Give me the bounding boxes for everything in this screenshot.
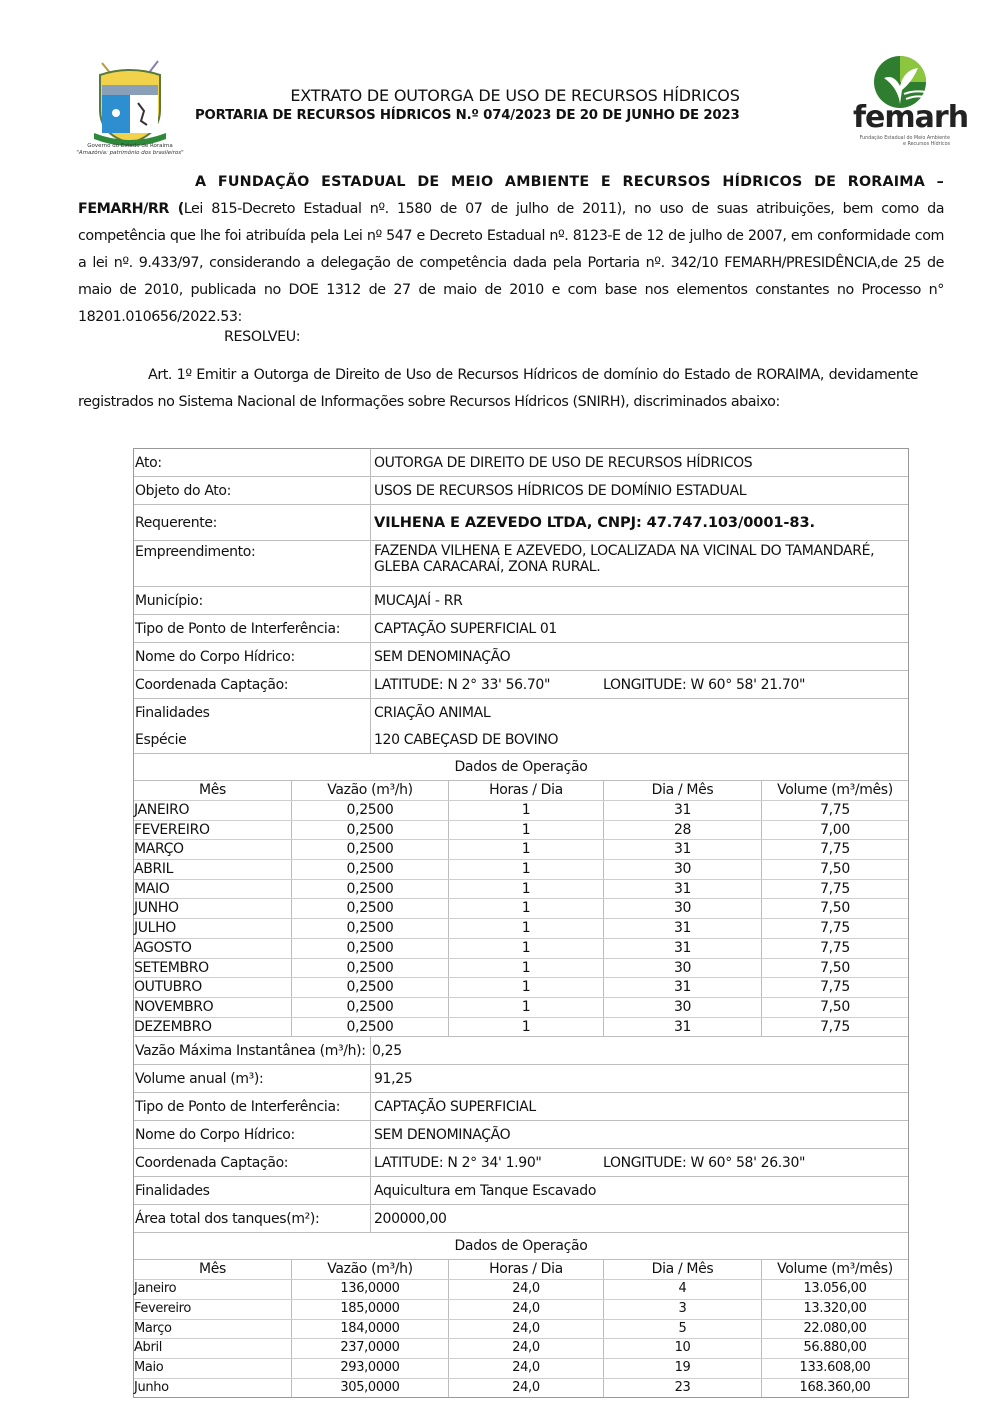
ops-cell: 30 bbox=[604, 959, 762, 978]
ops-cell: 24,0 bbox=[449, 1300, 604, 1319]
table-row bbox=[134, 1092, 908, 1120]
ops-row bbox=[134, 1378, 908, 1398]
ops-cell: Abril bbox=[134, 1339, 292, 1358]
femarh-logo bbox=[850, 52, 969, 148]
table-row bbox=[134, 540, 908, 586]
ops-cell: 31 bbox=[604, 919, 762, 938]
ops-cell: 1 bbox=[449, 978, 604, 997]
ops-cell: 31 bbox=[604, 880, 762, 899]
ops-cell: 0,2500 bbox=[292, 899, 449, 918]
ops-cell: 1 bbox=[449, 880, 604, 899]
ops-body-2 bbox=[134, 1279, 908, 1397]
ops-cell: 24,0 bbox=[449, 1280, 604, 1299]
ops-cell: 7,75 bbox=[820, 1018, 850, 1035]
ops-cell: 1 bbox=[449, 939, 604, 958]
longitude: LONGITUDE: W 60° 58' 26.30" bbox=[603, 1154, 806, 1171]
row-label: Tipo de Ponto de Interferência: bbox=[134, 1093, 371, 1120]
ops-cell: 7,50 bbox=[820, 959, 850, 976]
ops-cell: Junho bbox=[134, 1379, 292, 1398]
row-value: CAPTAÇÃO SUPERFICIAL 01 bbox=[374, 620, 557, 637]
ops-cell: 1 bbox=[449, 998, 604, 1017]
latitude: LATITUDE: N 2° 34' 1.90" bbox=[374, 1154, 542, 1171]
col-header: Volume (m³/mês) bbox=[777, 782, 893, 798]
article-1-text: Art. 1º Emitir a Outorga de Direito de Uso de Recursos Hídricos de domínio do Estado de RORAIMA, devidamente registrados no Sistema Nacional de Informações sobre Recursos Hídricos (SNIRH), discriminados abaixo: bbox=[78, 367, 918, 410]
table-row bbox=[134, 1148, 908, 1176]
table-row bbox=[134, 1036, 908, 1064]
ops-cell: 3 bbox=[604, 1300, 762, 1319]
ops-cell: 136,0000 bbox=[292, 1280, 449, 1299]
document-subtitle: PORTARIA DE RECURSOS HÍDRICOS N.º 074/2023 DE 20 DE JUNHO DE 2023 bbox=[195, 108, 740, 123]
row-label: Espécie bbox=[134, 726, 371, 753]
ops-cell: 0,2500 bbox=[292, 880, 449, 899]
ops-header-1 bbox=[134, 780, 908, 800]
col-header: Horas / Dia bbox=[449, 781, 604, 800]
table-row bbox=[134, 1064, 908, 1092]
ops-cell: MAIO bbox=[134, 880, 292, 899]
col-header: Vazão (m³/h) bbox=[292, 781, 449, 800]
ops-row bbox=[134, 1017, 908, 1037]
ops-title-2: Dados de Operação bbox=[134, 1232, 908, 1259]
table-row bbox=[134, 1176, 908, 1204]
coordinates-value bbox=[371, 1149, 908, 1176]
row-value: FAZENDA VILHENA E AZEVEDO, LOCALIZADA NA VICINAL DO TAMANDARÉ, GLEBA CARACARAÍ, ZONA RURAL. bbox=[374, 543, 875, 575]
ops-cell: 168.360,00 bbox=[799, 1379, 871, 1395]
ops-cell: 1 bbox=[449, 959, 604, 978]
ops-cell: 1 bbox=[449, 919, 604, 938]
row-label: Empreendimento: bbox=[134, 541, 371, 586]
ops-cell: 5 bbox=[604, 1320, 762, 1339]
ops-cell: 0,2500 bbox=[292, 801, 449, 820]
row-value: CAPTAÇÃO SUPERFICIAL bbox=[374, 1098, 536, 1115]
ops-cell: 13.056,00 bbox=[803, 1281, 867, 1297]
ops-cell: 133.608,00 bbox=[799, 1360, 871, 1375]
ops-row bbox=[134, 820, 908, 840]
ops-row bbox=[134, 938, 908, 958]
col-header: Horas / Dia bbox=[449, 1260, 604, 1279]
ops-row bbox=[134, 977, 908, 997]
col-header: Mês bbox=[134, 781, 292, 800]
ops-cell: 30 bbox=[604, 899, 762, 918]
table-row bbox=[134, 1120, 908, 1148]
ops-body-1 bbox=[134, 800, 908, 1036]
row-value: SEM DENOMINAÇÃO bbox=[374, 1126, 511, 1143]
col-header: Volume (m³/mês) bbox=[777, 1261, 893, 1278]
row-value: SEM DENOMINAÇÃO bbox=[374, 648, 511, 665]
ops-row bbox=[134, 859, 908, 879]
ops-cell: 13.320,00 bbox=[803, 1300, 867, 1316]
outorga-table bbox=[133, 448, 909, 1398]
ops-cell: Março bbox=[134, 1320, 292, 1339]
femarh-wordmark: femarh bbox=[853, 100, 969, 135]
ops-cell: 31 bbox=[604, 939, 762, 958]
ops-cell: 19 bbox=[604, 1359, 762, 1378]
row-label: Volume anual (m³): bbox=[134, 1065, 371, 1092]
ops-cell: 7,75 bbox=[820, 880, 850, 897]
ops-cell: 1 bbox=[449, 840, 604, 859]
intro-paragraph bbox=[78, 169, 944, 331]
ops-cell: 31 bbox=[604, 978, 762, 997]
row-value: MUCAJAÍ - RR bbox=[374, 592, 463, 609]
ops-cell: 31 bbox=[604, 801, 762, 820]
ops-cell: Fevereiro bbox=[134, 1300, 292, 1319]
ops-cell: 184,0000 bbox=[292, 1320, 449, 1339]
row-label: Tipo de Ponto de Interferência: bbox=[134, 615, 371, 642]
ops-row bbox=[134, 1319, 908, 1339]
ops-row bbox=[134, 1299, 908, 1319]
ops-cell: 1 bbox=[449, 899, 604, 918]
ops-cell: 7,50 bbox=[820, 998, 850, 1015]
ops-cell: MARÇO bbox=[134, 840, 292, 859]
row-value: CRIAÇÃO ANIMAL bbox=[374, 704, 491, 721]
ops-cell: 0,2500 bbox=[292, 821, 449, 840]
ops-cell: 0,2500 bbox=[292, 860, 449, 879]
resolveu-label: RESOLVEU: bbox=[224, 329, 301, 345]
ops-cell: Maio bbox=[134, 1359, 292, 1378]
row-label: Finalidades bbox=[134, 1177, 371, 1204]
table-row bbox=[134, 670, 908, 698]
latitude: LATITUDE: N 2° 33' 56.70" bbox=[374, 676, 551, 693]
table-row bbox=[134, 642, 908, 670]
row-value: 120 CABEÇASD DE BOVINO bbox=[374, 731, 559, 748]
ops-cell: 0,2500 bbox=[292, 1018, 449, 1037]
ops-cell: SETEMBRO bbox=[134, 959, 292, 978]
ops-row bbox=[134, 1358, 908, 1378]
femarh-caption-2: e Recursos Hídricos bbox=[902, 142, 950, 147]
row-value: Aquicultura em Tanque Escavado bbox=[374, 1182, 597, 1199]
ops-cell: 0,2500 bbox=[292, 959, 449, 978]
document-title: EXTRATO DE OUTORGA DE USO DE RECURSOS HÍDRICOS bbox=[290, 86, 740, 105]
femarh-caption-1: Fundação Estadual do Meio Ambiente bbox=[859, 136, 950, 141]
ops-cell: 237,0000 bbox=[292, 1339, 449, 1358]
coordinates-value bbox=[371, 671, 908, 698]
ops-cell: 30 bbox=[604, 998, 762, 1017]
row-label: Ato: bbox=[134, 449, 371, 476]
ops-cell: 1 bbox=[449, 860, 604, 879]
ops-cell: JANEIRO bbox=[134, 801, 292, 820]
ops-cell: 30 bbox=[604, 860, 762, 879]
ops-cell: JUNHO bbox=[134, 899, 292, 918]
ops-cell: 23 bbox=[604, 1379, 762, 1398]
ops-cell: Janeiro bbox=[134, 1280, 292, 1299]
ops-cell: ABRIL bbox=[134, 860, 292, 879]
ops-cell: 7,50 bbox=[820, 861, 850, 878]
logo-caption-1: Governo do Estado de Roraima bbox=[87, 143, 173, 149]
logo-caption-2: "Amazônia: patrimônio dos brasileiros" bbox=[76, 150, 184, 156]
row-label: Área total dos tanques(m²): bbox=[134, 1205, 371, 1232]
ops-cell: OUTUBRO bbox=[134, 978, 292, 997]
ops-cell: 1 bbox=[449, 821, 604, 840]
intro-femarh: FEMARH/RR ( bbox=[78, 201, 184, 217]
row-label: Município: bbox=[134, 587, 371, 614]
ops-header-2 bbox=[134, 1259, 908, 1279]
ops-cell: JULHO bbox=[134, 919, 292, 938]
col-header: Dia / Mês bbox=[604, 781, 762, 800]
ops-cell: 7,75 bbox=[820, 802, 850, 818]
row-label: Objeto do Ato: bbox=[134, 477, 371, 504]
row-value: OUTORGA DE DIREITO DE USO DE RECURSOS HÍDRICOS bbox=[374, 454, 753, 471]
ops-row bbox=[134, 918, 908, 938]
row-value: 200000,00 bbox=[374, 1210, 447, 1227]
ops-cell: FEVEREIRO bbox=[134, 821, 292, 840]
table-row bbox=[134, 476, 908, 504]
ops-row bbox=[134, 879, 908, 899]
table-row bbox=[134, 1204, 908, 1232]
col-header: Vazão (m³/h) bbox=[292, 1260, 449, 1279]
row-label: Requerente: bbox=[134, 505, 371, 540]
ops-row bbox=[134, 1279, 908, 1299]
ops-cell: 7,75 bbox=[820, 920, 850, 937]
ops-cell: 0,2500 bbox=[292, 939, 449, 958]
table-row bbox=[134, 614, 908, 642]
row-label: Nome do Corpo Hídrico: bbox=[134, 643, 371, 670]
ops-cell: 185,0000 bbox=[292, 1300, 449, 1319]
ops-cell: 4 bbox=[604, 1280, 762, 1299]
article-1 bbox=[78, 362, 918, 416]
row-value: 91,25 bbox=[374, 1070, 413, 1087]
vazao-max-value: 0,25 bbox=[370, 1037, 908, 1064]
row-label: Nome do Corpo Hídrico: bbox=[134, 1121, 371, 1148]
table-row bbox=[134, 586, 908, 614]
ops-cell: NOVEMBRO bbox=[134, 998, 292, 1017]
ops-row bbox=[134, 898, 908, 918]
ops-cell: 0,2500 bbox=[292, 840, 449, 859]
col-header: Dia / Mês bbox=[604, 1260, 762, 1279]
requerente-value: VILHENA E AZEVEDO LTDA, CNPJ: 47.747.103/0001-83. bbox=[374, 514, 815, 531]
ops-cell: 1 bbox=[449, 801, 604, 820]
ops-cell: 28 bbox=[604, 821, 762, 840]
ops-row bbox=[134, 800, 908, 820]
ops-cell: 24,0 bbox=[449, 1320, 604, 1339]
row-label: Finalidades bbox=[134, 699, 371, 726]
ops-cell: 10 bbox=[604, 1339, 762, 1358]
row-value: USOS DE RECURSOS HÍDRICOS DE DOMÍNIO ESTADUAL bbox=[374, 482, 747, 499]
ops-cell: 7,00 bbox=[820, 821, 850, 838]
row-label: Coordenada Captação: bbox=[134, 1149, 371, 1176]
vazao-max-label: Vazão Máxima Instantânea (m³/h): bbox=[135, 1042, 366, 1059]
table-row bbox=[134, 698, 908, 726]
ops-cell: 0,2500 bbox=[292, 978, 449, 997]
ops-cell: 1 bbox=[449, 1018, 604, 1037]
ops-cell: 24,0 bbox=[449, 1359, 604, 1378]
ops-cell: 24,0 bbox=[449, 1339, 604, 1358]
table-row bbox=[134, 726, 908, 753]
ops-cell: 0,2500 bbox=[292, 919, 449, 938]
ops-row bbox=[134, 839, 908, 859]
longitude: LONGITUDE: W 60° 58' 21.70" bbox=[603, 676, 806, 693]
roraima-coat-of-arms-logo bbox=[76, 55, 184, 160]
ops-cell: DEZEMBRO bbox=[134, 1018, 292, 1037]
ops-cell: AGOSTO bbox=[134, 939, 292, 958]
ops-title-1: Dados de Operação bbox=[134, 753, 908, 780]
ops-cell: 22.080,00 bbox=[803, 1320, 867, 1336]
ops-cell: 0,2500 bbox=[292, 998, 449, 1017]
ops-cell: 31 bbox=[604, 840, 762, 859]
ops-cell: 31 bbox=[604, 1018, 762, 1037]
intro-text: Lei 815-Decreto Estadual nº. 1580 de 07 de julho de 2011), no uso de suas atribuições, bem como da competência que lhe foi atribuída pela Lei nº 547 e Decreto Estadual nº. 8123-E de 12 de julho de 2007, em conformidade com a lei nº. 9.433/97, considerando a delegação de competência dada pela Portaria nº. 342/10 FEMARH/PRESIDÊNCIA,de 25 de maio de 2010, publicada no DOE 1312 de 27 de maio de 2010 e com base nos elementos constantes no Processo n° 18201.010656/2022.53: bbox=[78, 201, 945, 325]
row-label: Coordenada Captação: bbox=[134, 671, 371, 698]
ops-cell: 7,75 bbox=[820, 979, 850, 996]
ops-cell: 305,0000 bbox=[292, 1379, 449, 1398]
table-row bbox=[134, 504, 908, 540]
ops-cell: 7,75 bbox=[820, 841, 850, 858]
ops-cell: 24,0 bbox=[449, 1379, 604, 1398]
ops-cell: 56.880,00 bbox=[803, 1340, 867, 1356]
ops-cell: 7,50 bbox=[820, 900, 850, 917]
table-row bbox=[134, 449, 908, 476]
intro-heading: A FUNDAÇÃO ESTADUAL DE MEIO AMBIENTE E RECURSOS HÍDRICOS DE RORAIMA – bbox=[195, 174, 944, 190]
ops-row bbox=[134, 1338, 908, 1358]
col-header: Mês bbox=[134, 1260, 292, 1279]
ops-row bbox=[134, 997, 908, 1017]
ops-cell: 293,0000 bbox=[292, 1359, 449, 1378]
ops-cell: 7,75 bbox=[820, 939, 850, 956]
ops-row bbox=[134, 958, 908, 978]
